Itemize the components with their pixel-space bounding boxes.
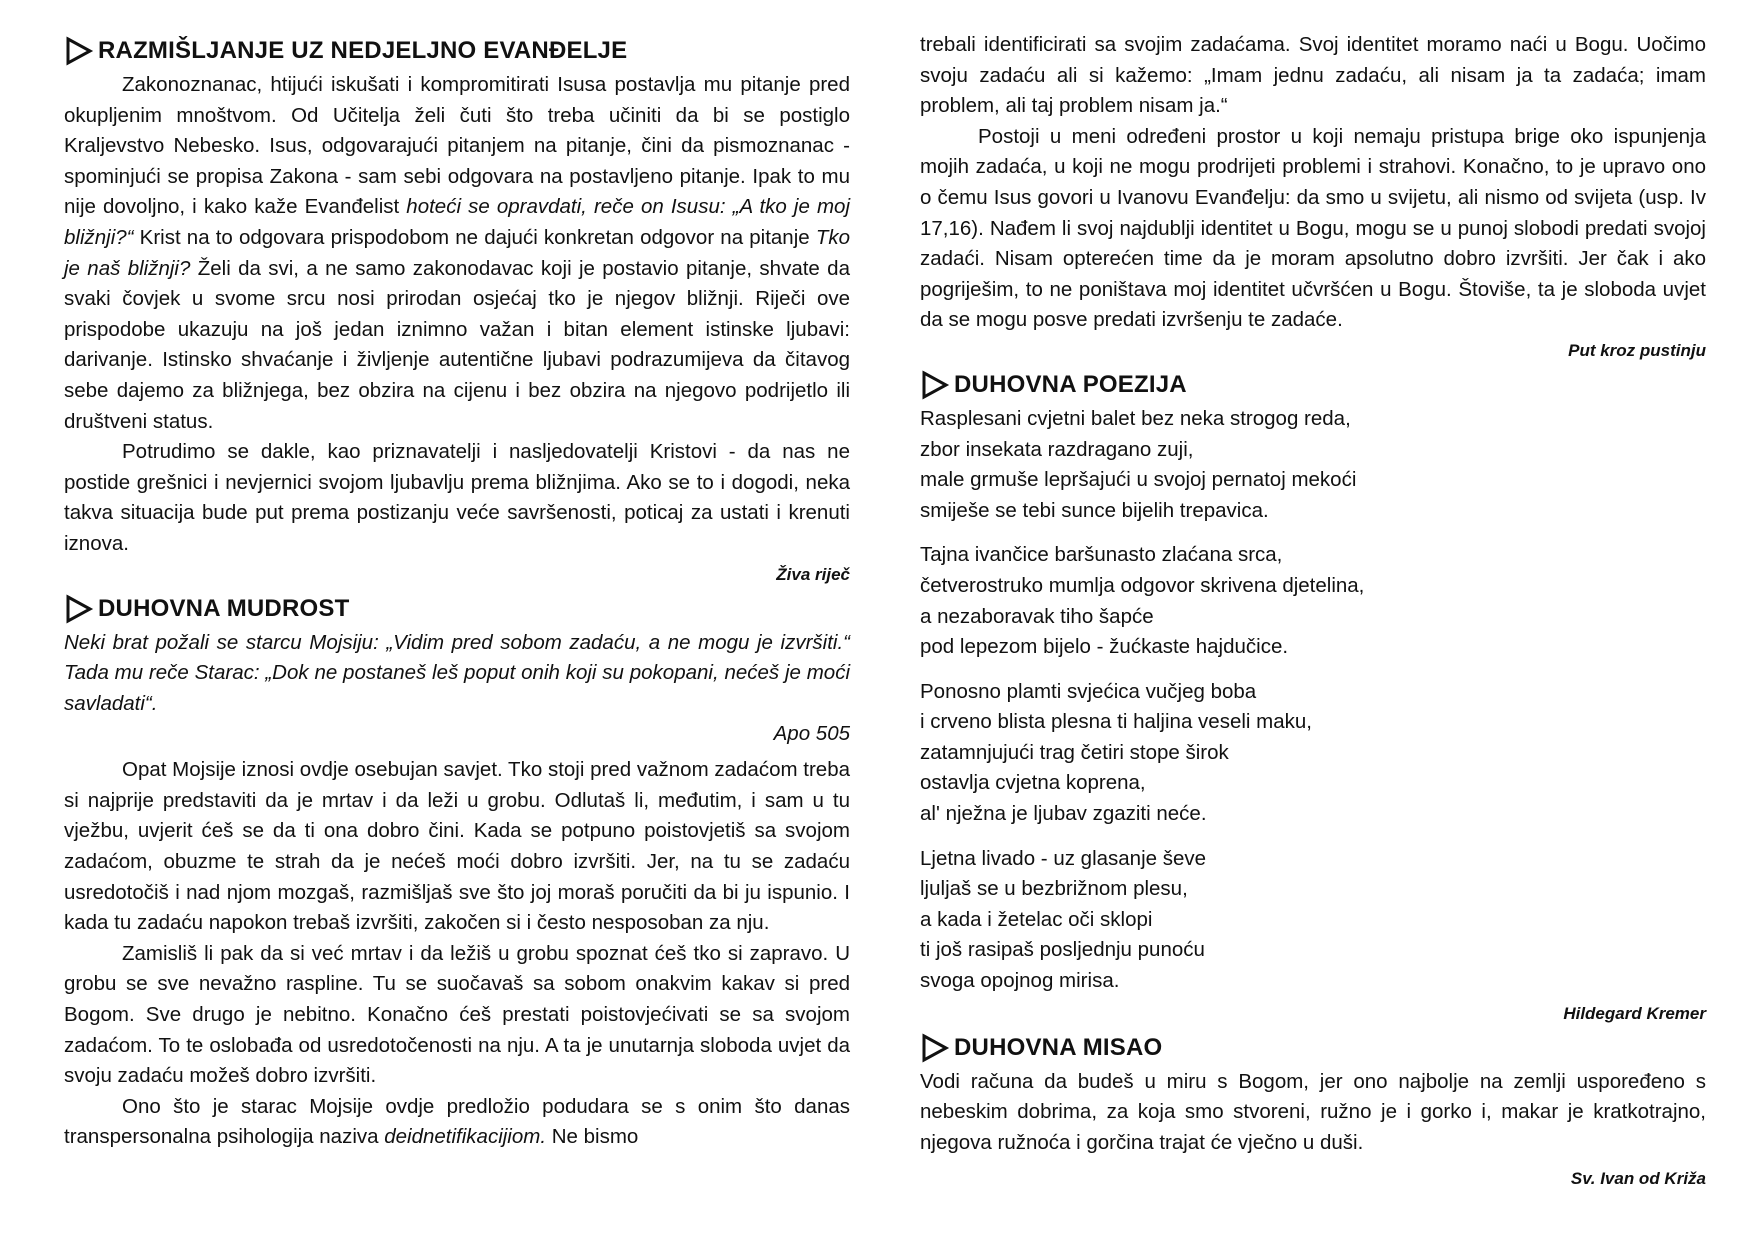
section-heading-misao	[920, 1033, 1706, 1063]
poem	[920, 404, 1706, 997]
italic-run: hoteći se opravdati, reče on Isusu: „A tko je moj bližnji?“	[64, 195, 850, 249]
poem-line: ljuljaš se u bezbrižnom plesu,	[920, 877, 1188, 901]
triangle-outline-icon	[64, 594, 94, 624]
triangle-outline-icon	[920, 370, 950, 400]
source-attribution: Hildegard Kremer	[1563, 1003, 1706, 1023]
paragraph: Vodi računa da budeš u miru s Bogom, jer ono najbolje na zemlji uspoređeno s nebeskim dobrima, za koja smo stvoreni, ružno je i gorko i, makar je kratkotrajno, njegova ružnoća i gorčina trajat će vječno u duši.	[920, 1069, 1706, 1154]
poem-line: male grmuše lepršajući u svojoj pernatoj mekoći	[920, 468, 1357, 492]
source-attribution: Sv. Ivan od Križa	[1570, 1169, 1706, 1189]
triangle-outline-icon	[920, 1033, 950, 1063]
text-run: Ne bismo	[546, 1125, 639, 1149]
poem-line: Ljetna livado - uz glasanje ševe	[920, 846, 1207, 870]
italic-run: Tko je naš bližnji?	[64, 225, 850, 280]
section-heading-poezija	[920, 370, 1706, 400]
poem-line: ostavlja cvjetna koprena,	[920, 771, 1146, 795]
poem-line: smiješe se tebi sunce bijelih trepavica.	[920, 498, 1269, 522]
poem-stanza	[920, 844, 1706, 997]
poem-line: zbor insekata razdragano zuji,	[920, 437, 1194, 461]
heading-text: RAZMIŠLJANJE UZ NEDJELJNO EVANĐELJE	[98, 37, 628, 64]
source-attribution: Put kroz pustinju	[1568, 340, 1706, 360]
heading-text: DUHOVNA MUDROST	[98, 594, 350, 622]
heading-text: DUHOVNA POEZIJA	[954, 370, 1187, 398]
paragraph: Potrudimo se dakle, kao priznavatelji i nasljedovatelji Kristovi - da nas ne postide grešnici i nevjernici svojom ljubavlju prema bližnjima. Ako se to i dogodi, neka takva situacija bude put prema postizanju veće savršenosti, poticaj za ustati i krenuti iznova.	[64, 440, 850, 555]
paragraph: Postoji u meni određeni prostor u koji nemaju pristupa brige oko ispunjenja mojih zadaća, u koji ne mogu prodrijeti problemi i strahovi. Konačno, to je upravo ono o čemu Isus govori u Ivanovu Evanđelju: da smo u svijetu, ali nismo od svijeta (usp. Iv 17,16). Nađem li svoj najdublji identitet u Bogu, mogu se u punoj slobodi predati svojoj zadaći. Nisam opterećen time da je moram apsolutno dobro izvršiti. Jer čak i ako pogriješim, to ne poništava moj identitet učvršćen u Bogu. Štoviše, ta je sloboda uvjet da se mogu posve predati izvršenju te zadaće.	[920, 124, 1706, 332]
paragraph: Opat Mojsije iznosi ovdje osebujan savjet. Tko stoji pred važnom zadaćom treba si najprije predstaviti da je mrtav i da leži u grobu. Odlutaš li, međutim, i sam u tu vježbu, uvjerit ćeš se da ti ona dobro čini. Kada se potpuno poistovjetiš sa svojom zadaćom, obuzme te strah da je nećeš moći dobro izvršiti. Jer, na tu se zadaću usredotočiš i nad njom mozgaš, razmišljaš sve što joj moraš poručiti da bi ju ispunio. I kada tu zadaću napokon trebaš izvršiti, zakočen si i često nesposoban za nju.	[64, 758, 850, 935]
section-heading-mudrost	[64, 594, 850, 624]
poem-stanza	[920, 540, 1706, 662]
quote-block	[64, 628, 850, 720]
italic-run: deidnetifikacijiom.	[384, 1125, 547, 1149]
section-heading-razmisljanje	[64, 36, 850, 66]
text-run: Želi da svi, a ne samo zakonodavac koji je postavio pitanje, shvate da svaki čovjek u svome srcu nosi prirodan osjećaj tko je njegov bližnji. Riječi ove prispodobe ukazuju na još jedan iznimno važan i bitan element istinske ljubavi: darivanje. Istinsko shvaćanje i življenje autentične ljubavi podrazumijeva da čitavog sebe dajemo za bližnjega, bez obzira na cijenu i bez obzira na njegovo podrijetlo ili društveni status.	[64, 256, 850, 433]
triangle-outline-icon	[64, 36, 94, 66]
poem-stanza	[920, 404, 1706, 526]
poem-line: Rasplesani cvjetni balet bez neka strogog reda,	[920, 406, 1351, 430]
poem-line: a kada i žetelac oči sklopi	[920, 907, 1153, 931]
quote-reference: Apo 505	[773, 722, 850, 746]
poem-line: ti još rasipaš posljednju punoću	[920, 938, 1205, 962]
paragraph: Zamisliš li pak da si već mrtav i da ležiš u grobu spoznat ćeš tko si zapravo. U grobu se sve nevažno raspline. Tu se suočavaš sa sobom onakvim kakav si pred Bogom. Sve drugo je nebitno. Konačno ćeš prestati poistovjećivati se sa svojom zadaćom. To te oslobađa od usredotočenosti na nju. A ta je unutarnja sloboda uvjet da svoju zadaću možeš dobro izvršiti.	[64, 941, 850, 1088]
poem-line: četverostruko mumlja odgovor skrivena djetelina,	[920, 573, 1365, 597]
paragraph	[64, 1092, 850, 1153]
left-column	[64, 30, 850, 1153]
poem-line: pod lepezom bijelo - žućkaste hajdučice.	[920, 635, 1289, 659]
text-run: Zakonoznanac, htijući iskušati i kompromitirati Isusa postavlja mu pitanje pred okupljenim mnoštvom. Od Učitelja želi čuti što treba učiniti da bi se postiglo Kraljevstvo Nebesko. Isus, odgovarajući pitanjem na pitanje, čini da pismoznanac - spominjući se propisa Zakona - sam sebi odgovara na postavljeno pitanje. Ipak to mu nije dovoljno, i kako kaže Evanđelist	[64, 73, 850, 219]
poem-stanza	[920, 677, 1706, 830]
paragraph: trebali identificirati sa svojim zadaćama. Svoj identitet moramo naći u Bogu. Uočimo svoju zadaću ali si kažemo: „Imam jednu zadaću, ali nisam ja ta zadaća; imam problem, ali taj problem nisam ja.“	[920, 33, 1706, 118]
source-attribution: Živa riječ	[776, 564, 850, 584]
paragraph	[64, 70, 850, 437]
poem-line: svoga opojnog mirisa.	[920, 969, 1120, 993]
poem-line: a nezaboravak tiho šapće	[920, 604, 1154, 628]
poem-line: al' nježna je ljubav zgaziti neće.	[920, 802, 1207, 826]
poem-line: Tajna ivančice baršunasto zlaćana srca,	[920, 543, 1283, 567]
poem-line: i crveno blista plesna ti haljina veseli maku,	[920, 710, 1312, 734]
text-run: Ono što je starac Mojsije ovdje predložio podudara se s onim što danas transpersonalna psihologija naziva	[64, 1094, 850, 1149]
heading-text: DUHOVNA MISAO	[954, 1033, 1163, 1061]
right-column	[920, 30, 1706, 1196]
poem-line: Ponosno plamti svjećica vučjeg boba	[920, 679, 1257, 703]
text-run: Krist na to odgovara prispodobom ne dajući konkretan odgovor na pitanje	[133, 225, 816, 249]
quote-text: Neki brat požali se starcu Mojsiju: „Vidim pred sobom zadaću, a ne mogu je izvršiti.“ Tada mu reče Starac: „Dok ne postaneš leš poput onih koji su pokopani, nećeš je moći savladati“.	[64, 630, 850, 715]
poem-line: zatamnjujući trag četiri stope širok	[920, 740, 1229, 764]
